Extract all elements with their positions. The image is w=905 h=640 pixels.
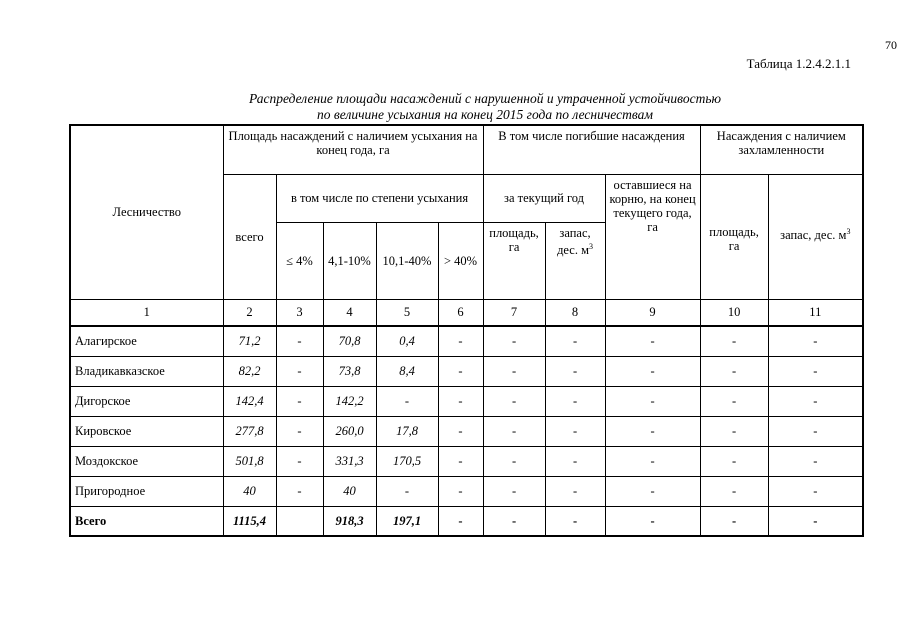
cell-le4: - (276, 416, 323, 446)
cell-le4: - (276, 446, 323, 476)
header-cluttered-area: площадь, га (700, 222, 768, 299)
table-row (70, 476, 863, 506)
col-number: 10 (700, 299, 768, 326)
col-number: 7 (483, 299, 545, 326)
cell-remaining: - (605, 416, 700, 446)
cell-4-10: 40 (323, 476, 376, 506)
cell-remaining: - (605, 356, 700, 386)
cell-cluttered-area: - (700, 326, 768, 356)
cell-le4: - (276, 326, 323, 356)
header-remaining: оставшиеся на корню, на конец текущего года, га (605, 174, 700, 299)
table-row (70, 326, 863, 356)
cell-dead-area: - (483, 416, 545, 446)
cell-10-40: 197,1 (376, 506, 438, 536)
cell-cluttered-area: - (700, 416, 768, 446)
header-current-year: за текущий год (483, 174, 605, 222)
header-area-ha: площадь, га (483, 222, 545, 299)
cell-dead-area: - (483, 476, 545, 506)
forestry-name: Владикавказское (70, 356, 223, 386)
cell-le4: - (276, 386, 323, 416)
header-gt40: > 40% (438, 222, 483, 299)
cell-cluttered-area: - (700, 356, 768, 386)
header-10-40: 10,1-40% (376, 222, 438, 299)
cell-cluttered-area: - (700, 476, 768, 506)
cell-cluttered-area: - (700, 446, 768, 476)
cell-dead-stock: - (545, 446, 605, 476)
cell-cluttered-stock: - (768, 416, 863, 446)
header-cluttered: Насаждения с наличием захламленности (700, 125, 863, 174)
col-number: 6 (438, 299, 483, 326)
cell-gt40: - (438, 386, 483, 416)
forestry-name: Пригородное (70, 476, 223, 506)
cell-cluttered-stock: - (768, 386, 863, 416)
cell-gt40: - (438, 416, 483, 446)
col-number: 4 (323, 299, 376, 326)
col-number: 5 (376, 299, 438, 326)
forestry-name: Алагирское (70, 326, 223, 356)
cell-total: 501,8 (223, 446, 276, 476)
forestry-name: Моздокское (70, 446, 223, 476)
cell-total: 142,4 (223, 386, 276, 416)
cell-remaining: - (605, 506, 700, 536)
cell-gt40: - (438, 326, 483, 356)
cell-total: 82,2 (223, 356, 276, 386)
header-total: всего (223, 174, 276, 299)
cell-gt40: - (438, 356, 483, 386)
cell-remaining: - (605, 476, 700, 506)
col-number: 9 (605, 299, 700, 326)
cell-dead-stock: - (545, 356, 605, 386)
cell-dead-stock: - (545, 386, 605, 416)
cell-le4: - (276, 356, 323, 386)
header-stock: запас, дес. $м^3$ (545, 222, 605, 299)
col-number: 8 (545, 299, 605, 326)
cell-total: 1115,4 (223, 506, 276, 536)
data-table (69, 124, 864, 537)
cell-remaining: - (605, 326, 700, 356)
cell-4-10: 142,2 (323, 386, 376, 416)
cell-cluttered-area: - (700, 506, 768, 536)
cell-dead-stock: - (545, 416, 605, 446)
cell-gt40: - (438, 476, 483, 506)
col-number: 1 (70, 299, 223, 326)
cell-total: 40 (223, 476, 276, 506)
cell-dead-stock: - (545, 476, 605, 506)
cell-remaining: - (605, 446, 700, 476)
cell-4-10: 73,8 (323, 356, 376, 386)
cell-cluttered-stock: - (768, 326, 863, 356)
cell-cluttered-stock: - (768, 446, 863, 476)
cell-le4 (276, 506, 323, 536)
cell-le4: - (276, 476, 323, 506)
col-number: 2 (223, 299, 276, 326)
table-caption-line-1: Распределение площади насаждений с нарушенной и утраченной устойчивостью (248, 91, 722, 106)
table-row (70, 446, 863, 476)
header-forestry: Лесничество (70, 125, 223, 299)
cell-gt40: - (438, 446, 483, 476)
cell-10-40: - (376, 386, 438, 416)
forestry-name: Дигорское (70, 386, 223, 416)
table-row (70, 356, 863, 386)
cell-dead-stock: - (545, 506, 605, 536)
header-cluttered-stock: запас, дес. $м^3$ (768, 222, 863, 299)
cell-4-10: 70,8 (323, 326, 376, 356)
cell-10-40: 0,4 (376, 326, 438, 356)
col-number: 11 (768, 299, 863, 326)
cell-dead-area: - (483, 506, 545, 536)
header-dead: В том числе погибшие насаждения (483, 125, 700, 174)
cell-4-10: 331,3 (323, 446, 376, 476)
table-number: Таблица 1.2.4.2.1.1 (746, 56, 851, 71)
cell-10-40: 17,8 (376, 416, 438, 446)
cell-dead-area: - (483, 386, 545, 416)
header-4-10: 4,1-10% (323, 222, 376, 299)
cell-4-10: 918,3 (323, 506, 376, 536)
cell-dead-area: - (483, 326, 545, 356)
total-label: Всего (70, 506, 223, 536)
cell-dead-area: - (483, 446, 545, 476)
header-by-degree: в том числе по степени усыхания (276, 174, 483, 222)
col-number: 3 (276, 299, 323, 326)
table-row (70, 416, 863, 446)
forestry-name: Кировское (70, 416, 223, 446)
cell-4-10: 260,0 (323, 416, 376, 446)
cell-gt40: - (438, 506, 483, 536)
table-row (70, 386, 863, 416)
cell-cluttered-stock: - (768, 356, 863, 386)
cell-cluttered-area: - (700, 386, 768, 416)
total-row (70, 506, 863, 536)
table-caption-line-2: по величине усыхания на конец 2015 года по лесничествам (317, 108, 653, 122)
cell-dead-area: - (483, 356, 545, 386)
cell-cluttered-stock: - (768, 476, 863, 506)
cell-remaining: - (605, 386, 700, 416)
header-le4: ≤ 4% (276, 222, 323, 299)
cell-10-40: 170,5 (376, 446, 438, 476)
cell-cluttered-stock: - (768, 506, 863, 536)
header-drying-area: Площадь насаждений с наличием усыхания на конец года, га (223, 125, 483, 174)
cell-total: 277,8 (223, 416, 276, 446)
cell-10-40: 8,4 (376, 356, 438, 386)
cell-10-40: - (376, 476, 438, 506)
cell-dead-stock: - (545, 326, 605, 356)
cell-total: 71,2 (223, 326, 276, 356)
page-number: 70 (885, 38, 897, 52)
